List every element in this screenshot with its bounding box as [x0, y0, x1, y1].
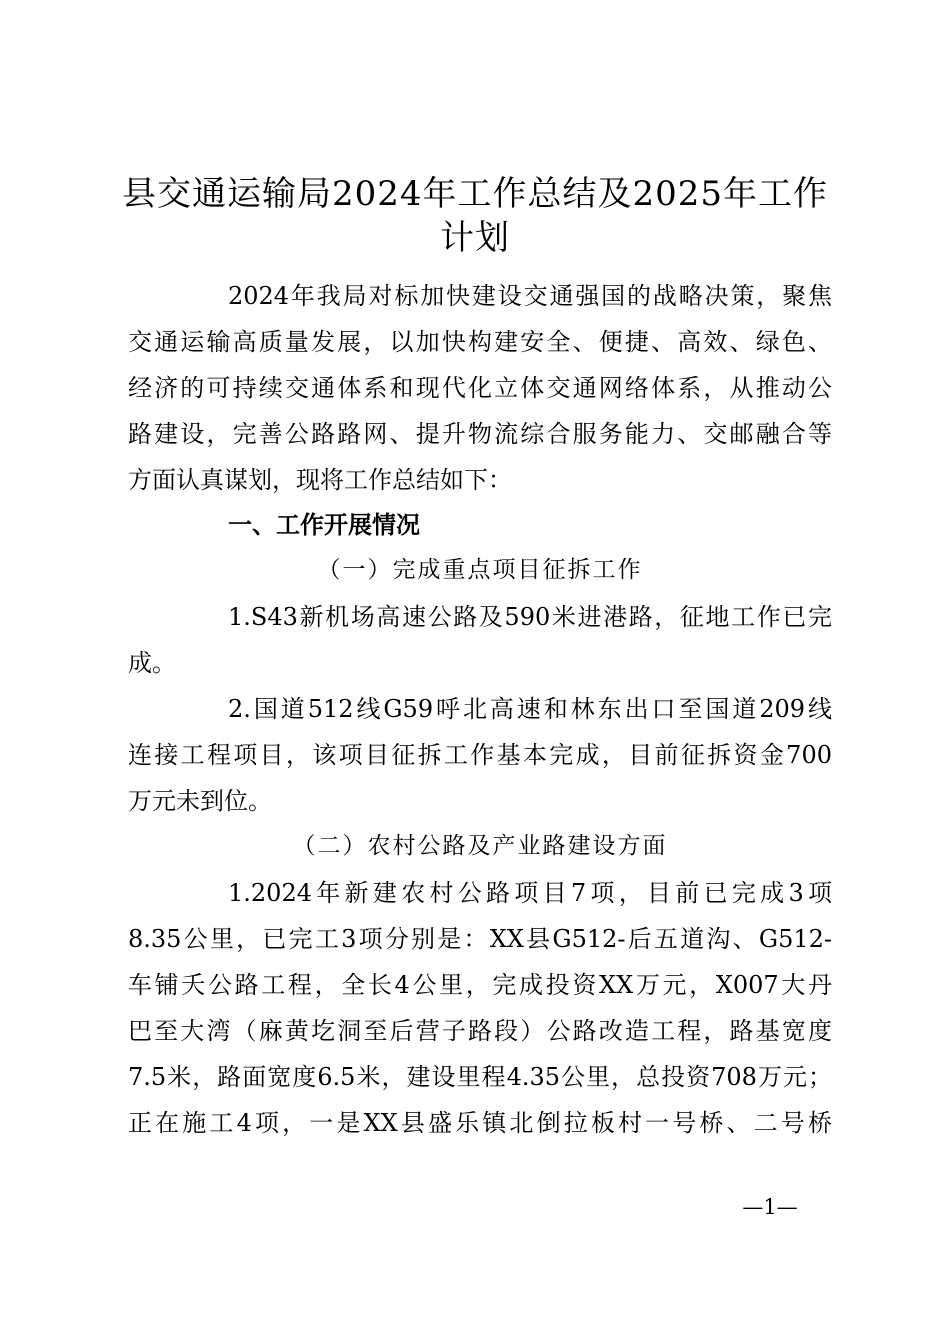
paragraph-line: 2.国道512线G59呼北高速和林东出口至国道209线: [228, 695, 832, 723]
paragraph-line: 巴至大湾（麻黄圪洞至后营子路段）公路改造工程，路基宽度: [128, 1017, 832, 1045]
title-line-2: 计划: [440, 218, 510, 258]
intro-line: 交通运输高质量发展，以加快构建安全、便捷、高效、绿色、: [128, 328, 832, 356]
intro-line: 方面认真谋划，现将工作总结如下：: [128, 466, 512, 494]
page-number: —1—: [742, 1195, 798, 1219]
paragraph-line: 万元未到位。: [128, 787, 272, 815]
paragraph-line: 车铺夭公路工程，全长4公里，完成投资XX万元，X007大丹: [128, 971, 832, 999]
section-heading: 一、工作开展情况: [228, 511, 420, 539]
paragraph-line: 1.S43新机场高速公路及590米进港路，征地工作已完: [228, 603, 832, 631]
intro-line: 路建设，完善公路路网、提升物流综合服务能力、交邮融合等: [128, 420, 832, 448]
paragraph-line: 正在施工4项，一是XX县盛乐镇北倒拉板村一号桥、二号桥: [128, 1109, 832, 1137]
subsection-heading: （二）农村公路及产业路建设方面: [292, 833, 668, 859]
paragraph-line: 8.35公里，已完工3项分别是：XX县G512-后五道沟、G512-: [128, 925, 832, 953]
paragraph-line: 7.5米，路面宽度6.5米，建设里程4.35公里，总投资708万元；: [128, 1063, 832, 1091]
intro-line: 经济的可持续交通体系和现代化立体交通网络体系，从推动公: [128, 374, 832, 402]
paragraph-line: 1.2024年新建农村公路项目7项，目前已完成3项: [228, 879, 832, 907]
title-line-1: 县交通运输局2024年工作总结及2025年工作: [121, 174, 829, 214]
paragraph-line: 成。: [128, 649, 176, 677]
document-title: [100, 172, 850, 260]
intro-line: 2024年我局对标加快建设交通强国的战略决策，聚焦: [228, 282, 832, 310]
paragraph-line: 连接工程项目，该项目征拆工作基本完成，目前征拆资金700: [128, 741, 832, 769]
subsection-heading: （一）完成重点项目征拆工作: [317, 557, 643, 583]
